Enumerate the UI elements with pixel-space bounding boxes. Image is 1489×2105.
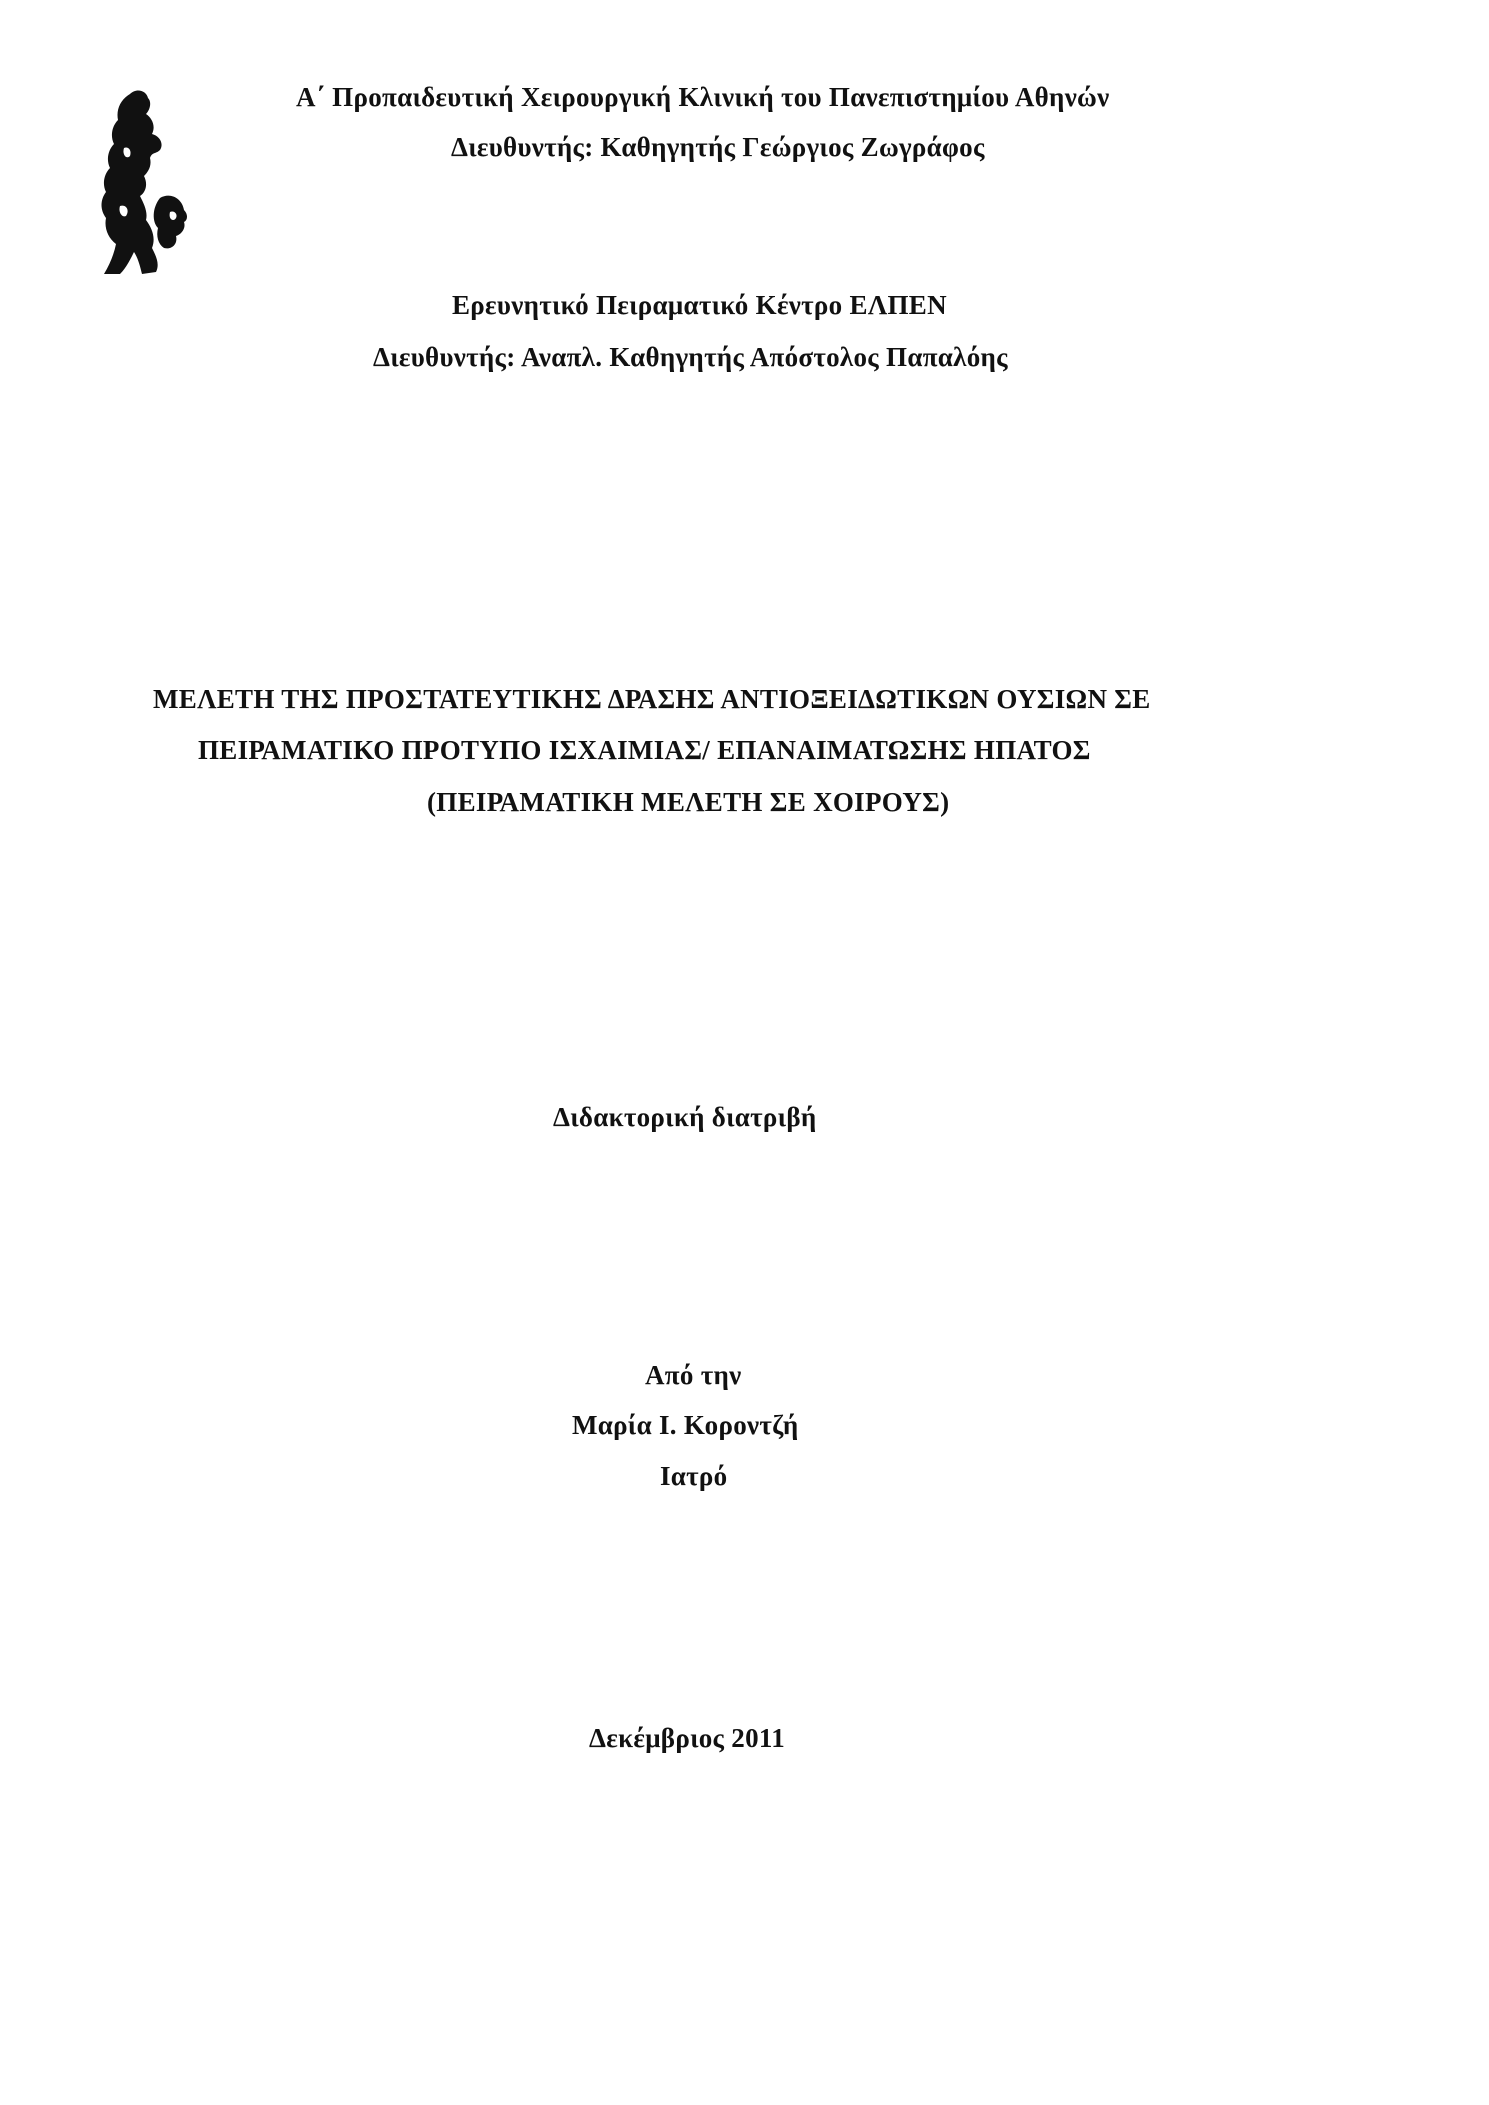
university-emblem-icon xyxy=(90,88,198,278)
research-center-name: Ερευνητικό Πειραματικό Κέντρο ΕΛΠΕΝ xyxy=(452,290,947,320)
author-by: Από την xyxy=(645,1360,742,1390)
author-profession: Ιατρό xyxy=(660,1461,728,1491)
document-type: Διδακτορική διατριβή xyxy=(553,1102,817,1132)
date: Δεκέμβριος 2011 xyxy=(589,1723,785,1753)
research-center-director: Διευθυντής: Αναπλ. Καθηγητής Απόστολος Παπαλόης xyxy=(373,342,1008,372)
thesis-title-line-2: ΠΕΙΡΑΜΑΤΙΚΟ ΠΡΟΤΥΠΟ ΙΣΧΑΙΜΙΑΣ/ ΕΠΑΝΑΙΜΑΤΩΣΗΣ ΗΠΑΤΟΣ xyxy=(198,735,1091,765)
author-name: Μαρία Ι. Κοροντζή xyxy=(572,1410,799,1440)
clinic-director: Διευθυντής: Καθηγητής Γεώργιος Ζωγράφος xyxy=(451,132,985,162)
thesis-title-line-1: ΜΕΛΕΤΗ ΤΗΣ ΠΡΟΣΤΑΤΕΥΤΙΚΗΣ ΔΡΑΣΗΣ ΑΝΤΙΟΞΕΙΔΩΤΙΚΩΝ ΟΥΣΙΩΝ ΣΕ xyxy=(153,684,1151,714)
clinic-name: Α΄ Προπαιδευτική Χειρουργική Κλινική του Πανεπιστημίου Αθηνών xyxy=(296,82,1110,112)
thesis-title-line-3: (ΠΕΙΡΑΜΑΤΙΚΗ ΜΕΛΕΤΗ ΣΕ ΧΟΙΡΟΥΣ) xyxy=(427,787,950,817)
